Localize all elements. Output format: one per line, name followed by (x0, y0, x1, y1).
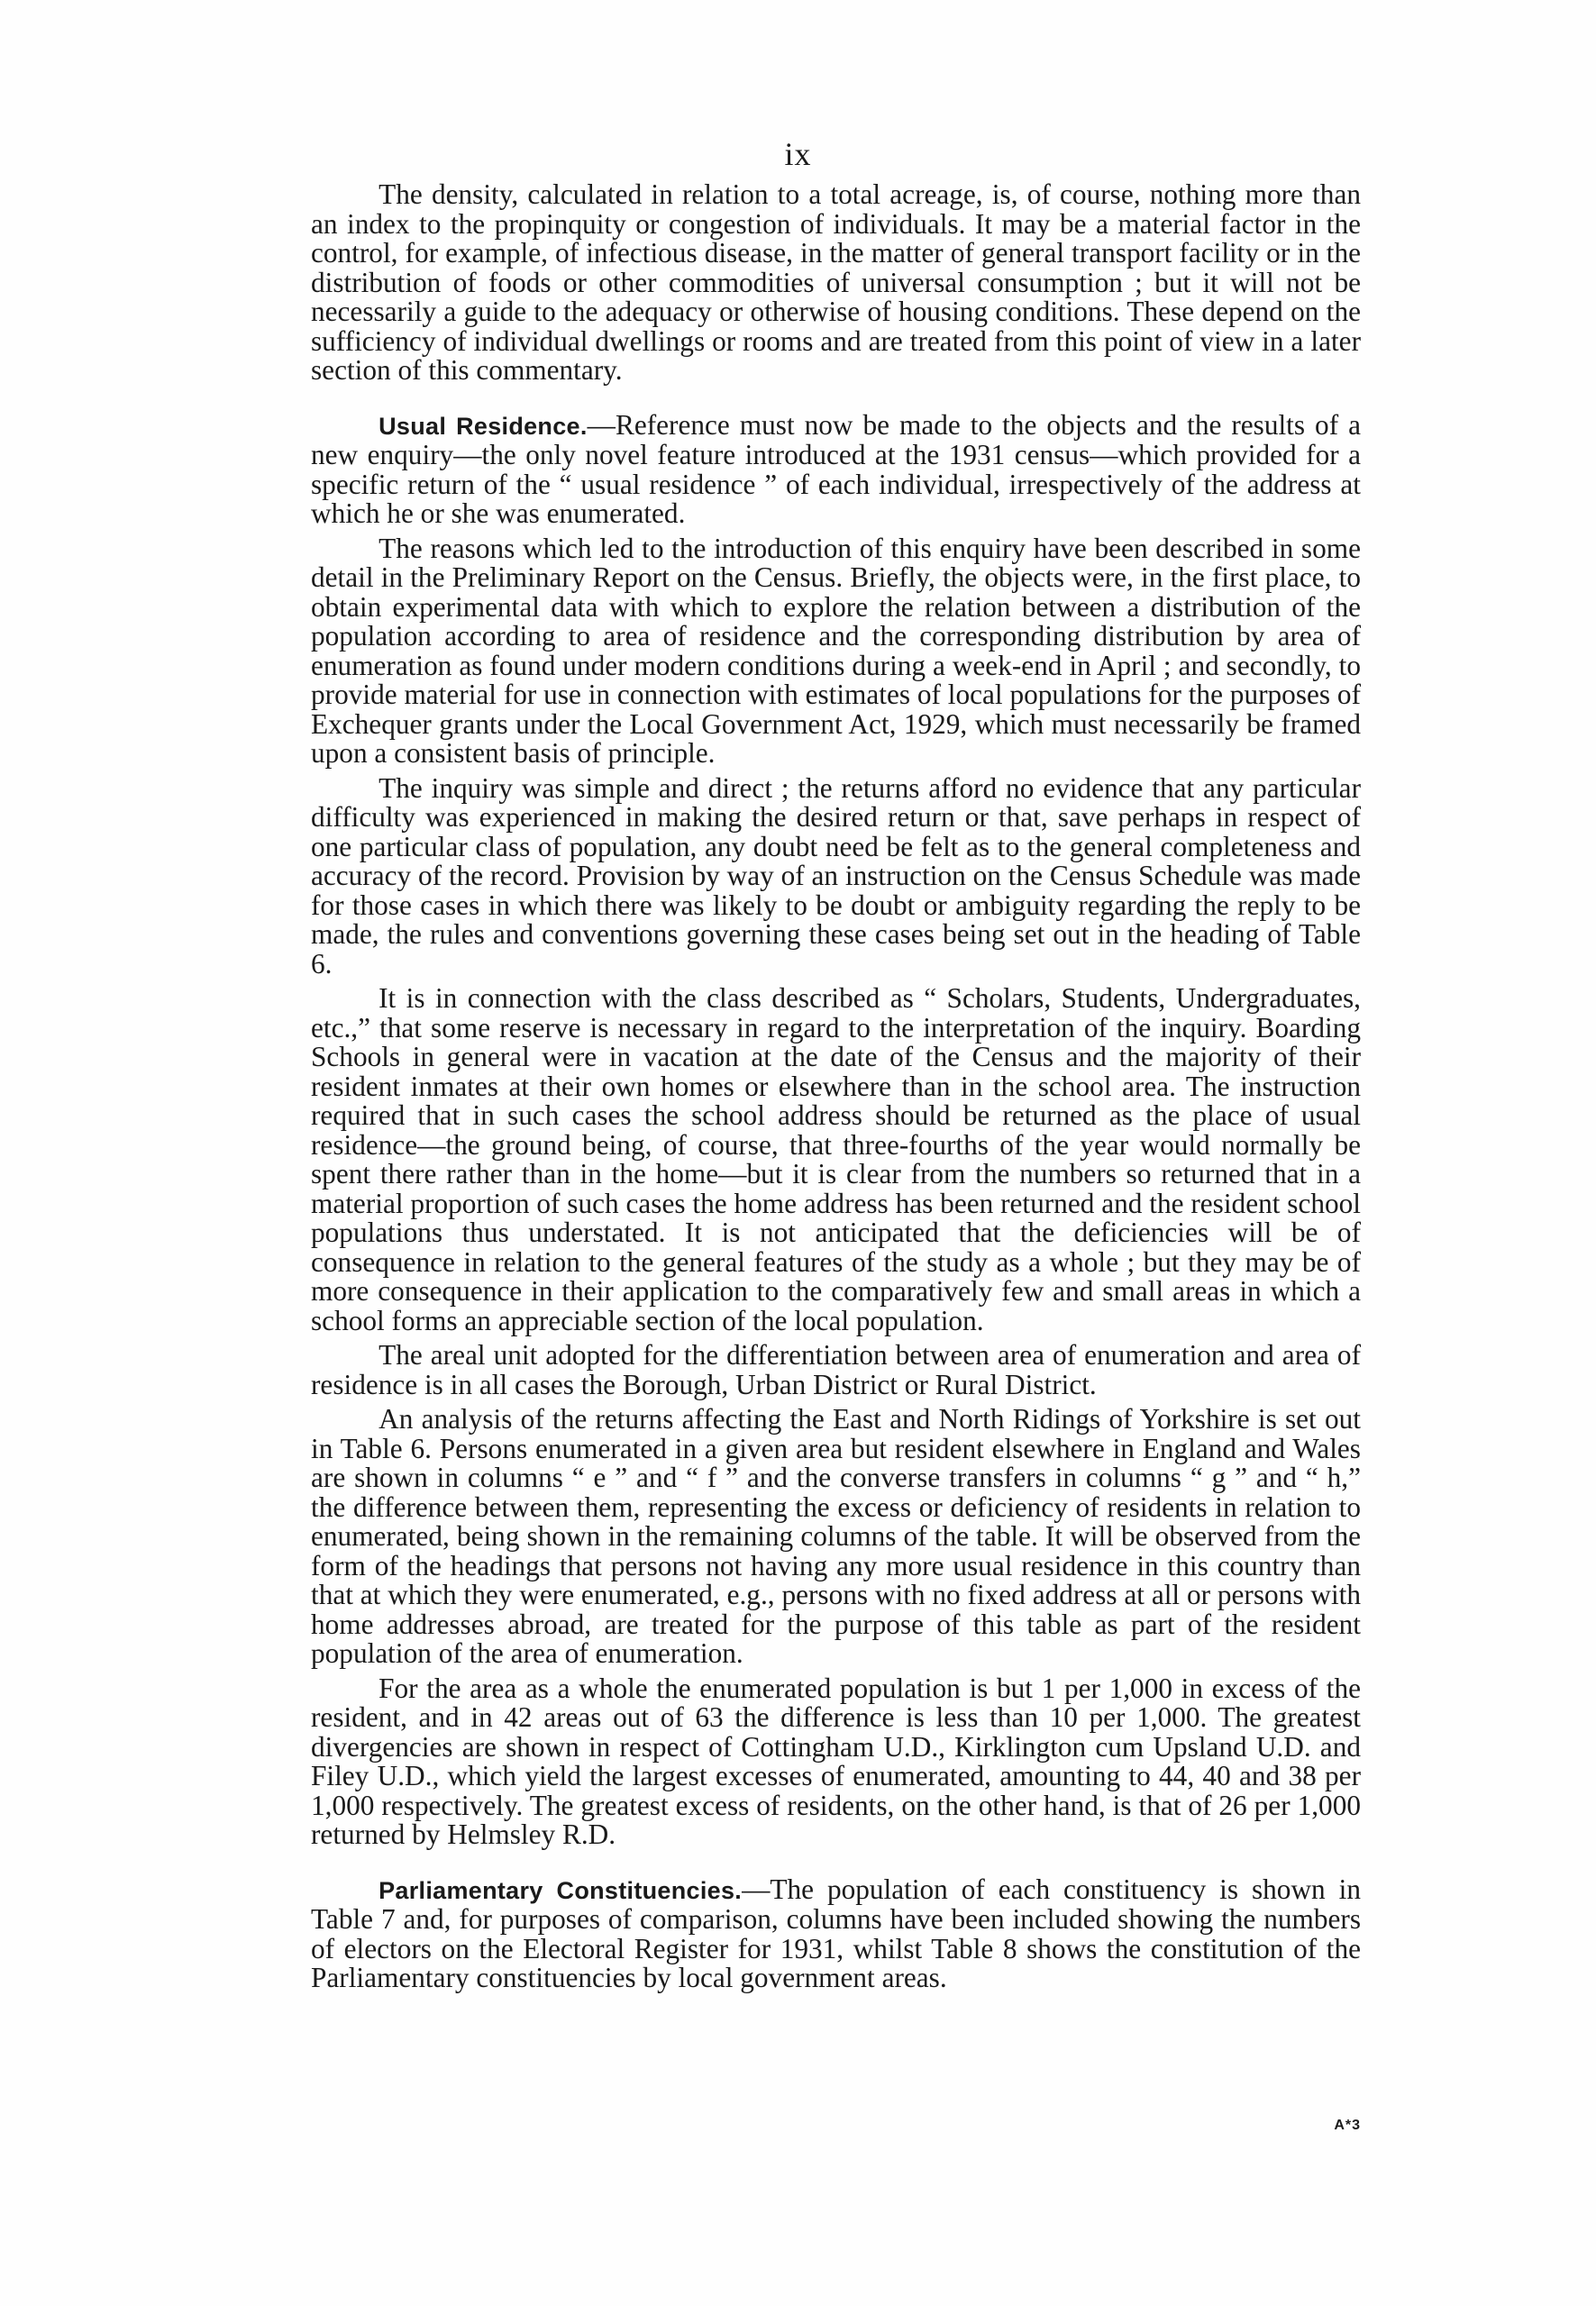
paragraph-text: For the area as a whole the enumerated population is but 1 per 1,000 in excess of the resident, and in 42 areas out of 63 the difference is less than 10 per 1,000. The greatest divergencies are shown in respect of Cottingham U.D., Kirklington cum Upsland U.D. and Filey U.D., which yield the largest excesses of enumerated, amounting to 44, 40 and 38 per 1,000 respectively. The greatest excess of residents, on the other hand, is that of 26 per 1,000 returned by Helmsley R.D. (311, 1672, 1361, 1850)
section-heading-usual-residence: Usual Residence. (378, 412, 588, 440)
signature-mark: A*3 (1334, 2118, 1361, 2133)
paragraph-text: It is in connection with the class described as “ Scholars, Students, Undergraduates, etc.,” that some reserve is necessary in regard to the interpretation of the inquiry. Boarding Schools in general were in vacation at the date of the Census and the majority of their resident inmates at their own homes or elsewhere than in the school area. The instruction required that in such cases the school address should be returned as the place of usual residence—the ground being, of course, that three-fourths of the year would normally be spent there rather than in the home—but it is clear from the numbers so returned that in a material proportion of such cases the home address has been returned and the resident school populations thus understated. It is not anticipated that the deficiencies will be of consequence in relation to the general features of the study as a whole ; but they may be of more consequence in their application to the comparatively few and small areas in which a school forms an appreciable section of the local population. (311, 982, 1361, 1336)
paragraph-area-whole (311, 1674, 1361, 1850)
paragraph-reasons (311, 534, 1361, 769)
paragraph-text: —Reference must now be made to the objects and the results of a new enquiry—the only novel feature introduced at the 1931 census—which provided for a specific return of the “ usual residence ” of each individual, irrespectively of the address at which he or she was enumerated. (311, 408, 1361, 529)
paragraph-inquiry (311, 771, 1361, 980)
page-number: ix (784, 136, 812, 172)
paragraph-text: An analysis of the returns affecting the East and North Ridings of Yorkshire is set out in Table 6. Persons enumerated in a given area but resident elsewhere in England and Wales are shown in columns “ e ” and “ f ” and the converse transfers in columns “ g ” and “ h,” the difference between them, representing the excess or deficiency of residents in relation to enumerated, being shown in the remaining columns of the table. It will be observed from the form of the headings that persons not having any more usual residence in this country than that at which they were enumerated, e.g., persons with no fixed address at all or persons with home addresses abroad, are treated for the purpose of this table as part of the resident population of the area of enumeration. (311, 1403, 1361, 1669)
paragraph-parliamentary (311, 1875, 1361, 1993)
paragraph-text: The areal unit adopted for the differentiation between area of enumeration and area of residence is in all cases the Borough, Urban District or Rural District. (311, 1339, 1361, 1400)
paragraph-text: The density, calculated in relation to a total acreage, is, of course, nothing more than an index to the propinquity or congestion of individuals. It may be a material factor in the control, for example, of infectious disease, in the matter of general transport facility or in the distribution of foods or other commodities of universal consumption ; but it will not be necessarily a guide to the adequacy or otherwise of housing conditions. These depend on the sufficiency of individual dwellings or rooms and are treated from this point of view in a later section of this commentary. (311, 178, 1361, 386)
body-text (311, 180, 1361, 1999)
paragraph-usual-residence (311, 408, 1361, 529)
paragraph-scholars (311, 984, 1361, 1335)
paragraph-analysis (311, 1405, 1361, 1669)
paragraph-density (311, 180, 1361, 386)
paragraph-areal-unit (311, 1341, 1361, 1399)
paragraph-text: —The population of each constituency is shown in Table 7 and, for purposes of comparison, columns have been included showing the numbers of electors on the Electoral Register for 1931, whilst Table 8 shows the constitution of the Parliamentary constituencies by local government areas. (311, 1873, 1361, 1993)
paragraph-text: The reasons which led to the introduction of this enquiry have been described in some detail in the Preliminary Report on the Census. Briefly, the objects were, in the first place, to obtain experimental data with which to explore the relation between a distribution of the population according to area of residence and the corresponding distribution by area of enumeration as found under modern conditions during a week-end in April ; and secondly, to provide material for use in connection with estimates of local populations for the purposes of Exchequer grants under the Local Government Act, 1929, which must necessarily be framed upon a consistent basis of principle. (311, 532, 1361, 769)
section-heading-parliamentary: Parliamentary Constituencies. (378, 1876, 743, 1904)
paragraph-text: The inquiry was simple and direct ; the returns afford no evidence that any particular difficulty was experienced in making the desired return or that, save perhaps in respect of one particular class of population, any doubt need be felt as to the general completeness and accuracy of the record. Provision by way of an instruction on the Census Schedule was made for those cases in which there was likely to be doubt or ambiguity regarding the reply to be made, the rules and conventions governing these cases being set out in the heading of Table 6. (311, 771, 1361, 980)
